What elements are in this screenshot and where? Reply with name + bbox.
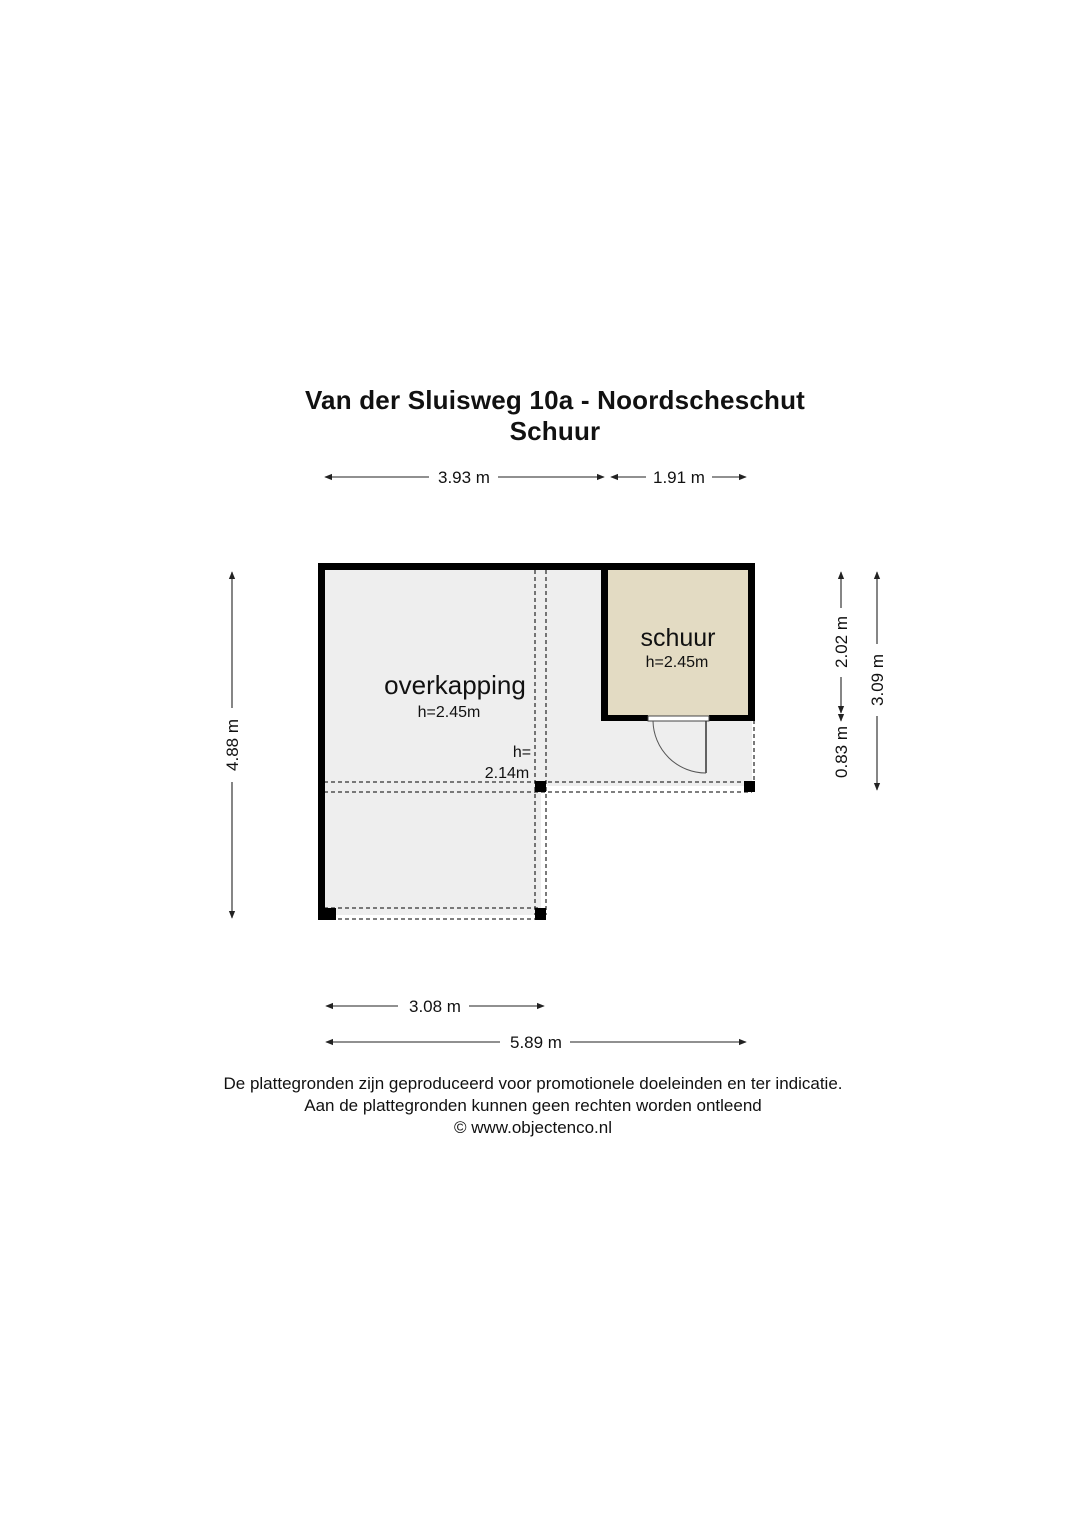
plan-subtitle: Schuur bbox=[509, 416, 601, 446]
disclaimer-line-1: De plattegronden zijn geproduceerd voor promotionele doeleinden en ter indicatie. bbox=[223, 1074, 843, 1093]
disclaimer-line-2: Aan de plattegronden kunnen geen rechten worden ontleend bbox=[304, 1096, 762, 1115]
dim-top-right-label: 1.91 m bbox=[653, 468, 705, 487]
dim-right-upper-label: 2.02 m bbox=[832, 616, 851, 668]
schuur-height: h=2.45m bbox=[645, 654, 709, 671]
dim-right-lower-label: 0.83 m bbox=[832, 726, 851, 778]
schuur-label: schuur bbox=[640, 624, 716, 652]
dim-left-label: 4.88 m bbox=[223, 719, 242, 771]
overkapping-height: h=2.45m bbox=[417, 704, 481, 721]
beam-height-value: 2.14m bbox=[484, 765, 530, 782]
dim-bottom-partial-label: 3.08 m bbox=[409, 997, 461, 1016]
plan-title: Van der Sluisweg 10a - Noordscheschut bbox=[304, 385, 806, 415]
beam-height-label: h= bbox=[512, 744, 532, 761]
copyright-link[interactable]: © www.objectenco.nl bbox=[453, 1118, 613, 1137]
dim-bottom-total-label: 5.89 m bbox=[510, 1033, 562, 1052]
dim-right-total-label: 3.09 m bbox=[868, 654, 887, 706]
overkapping-label: overkapping bbox=[384, 670, 526, 700]
dim-top-left-label: 3.93 m bbox=[438, 468, 490, 487]
